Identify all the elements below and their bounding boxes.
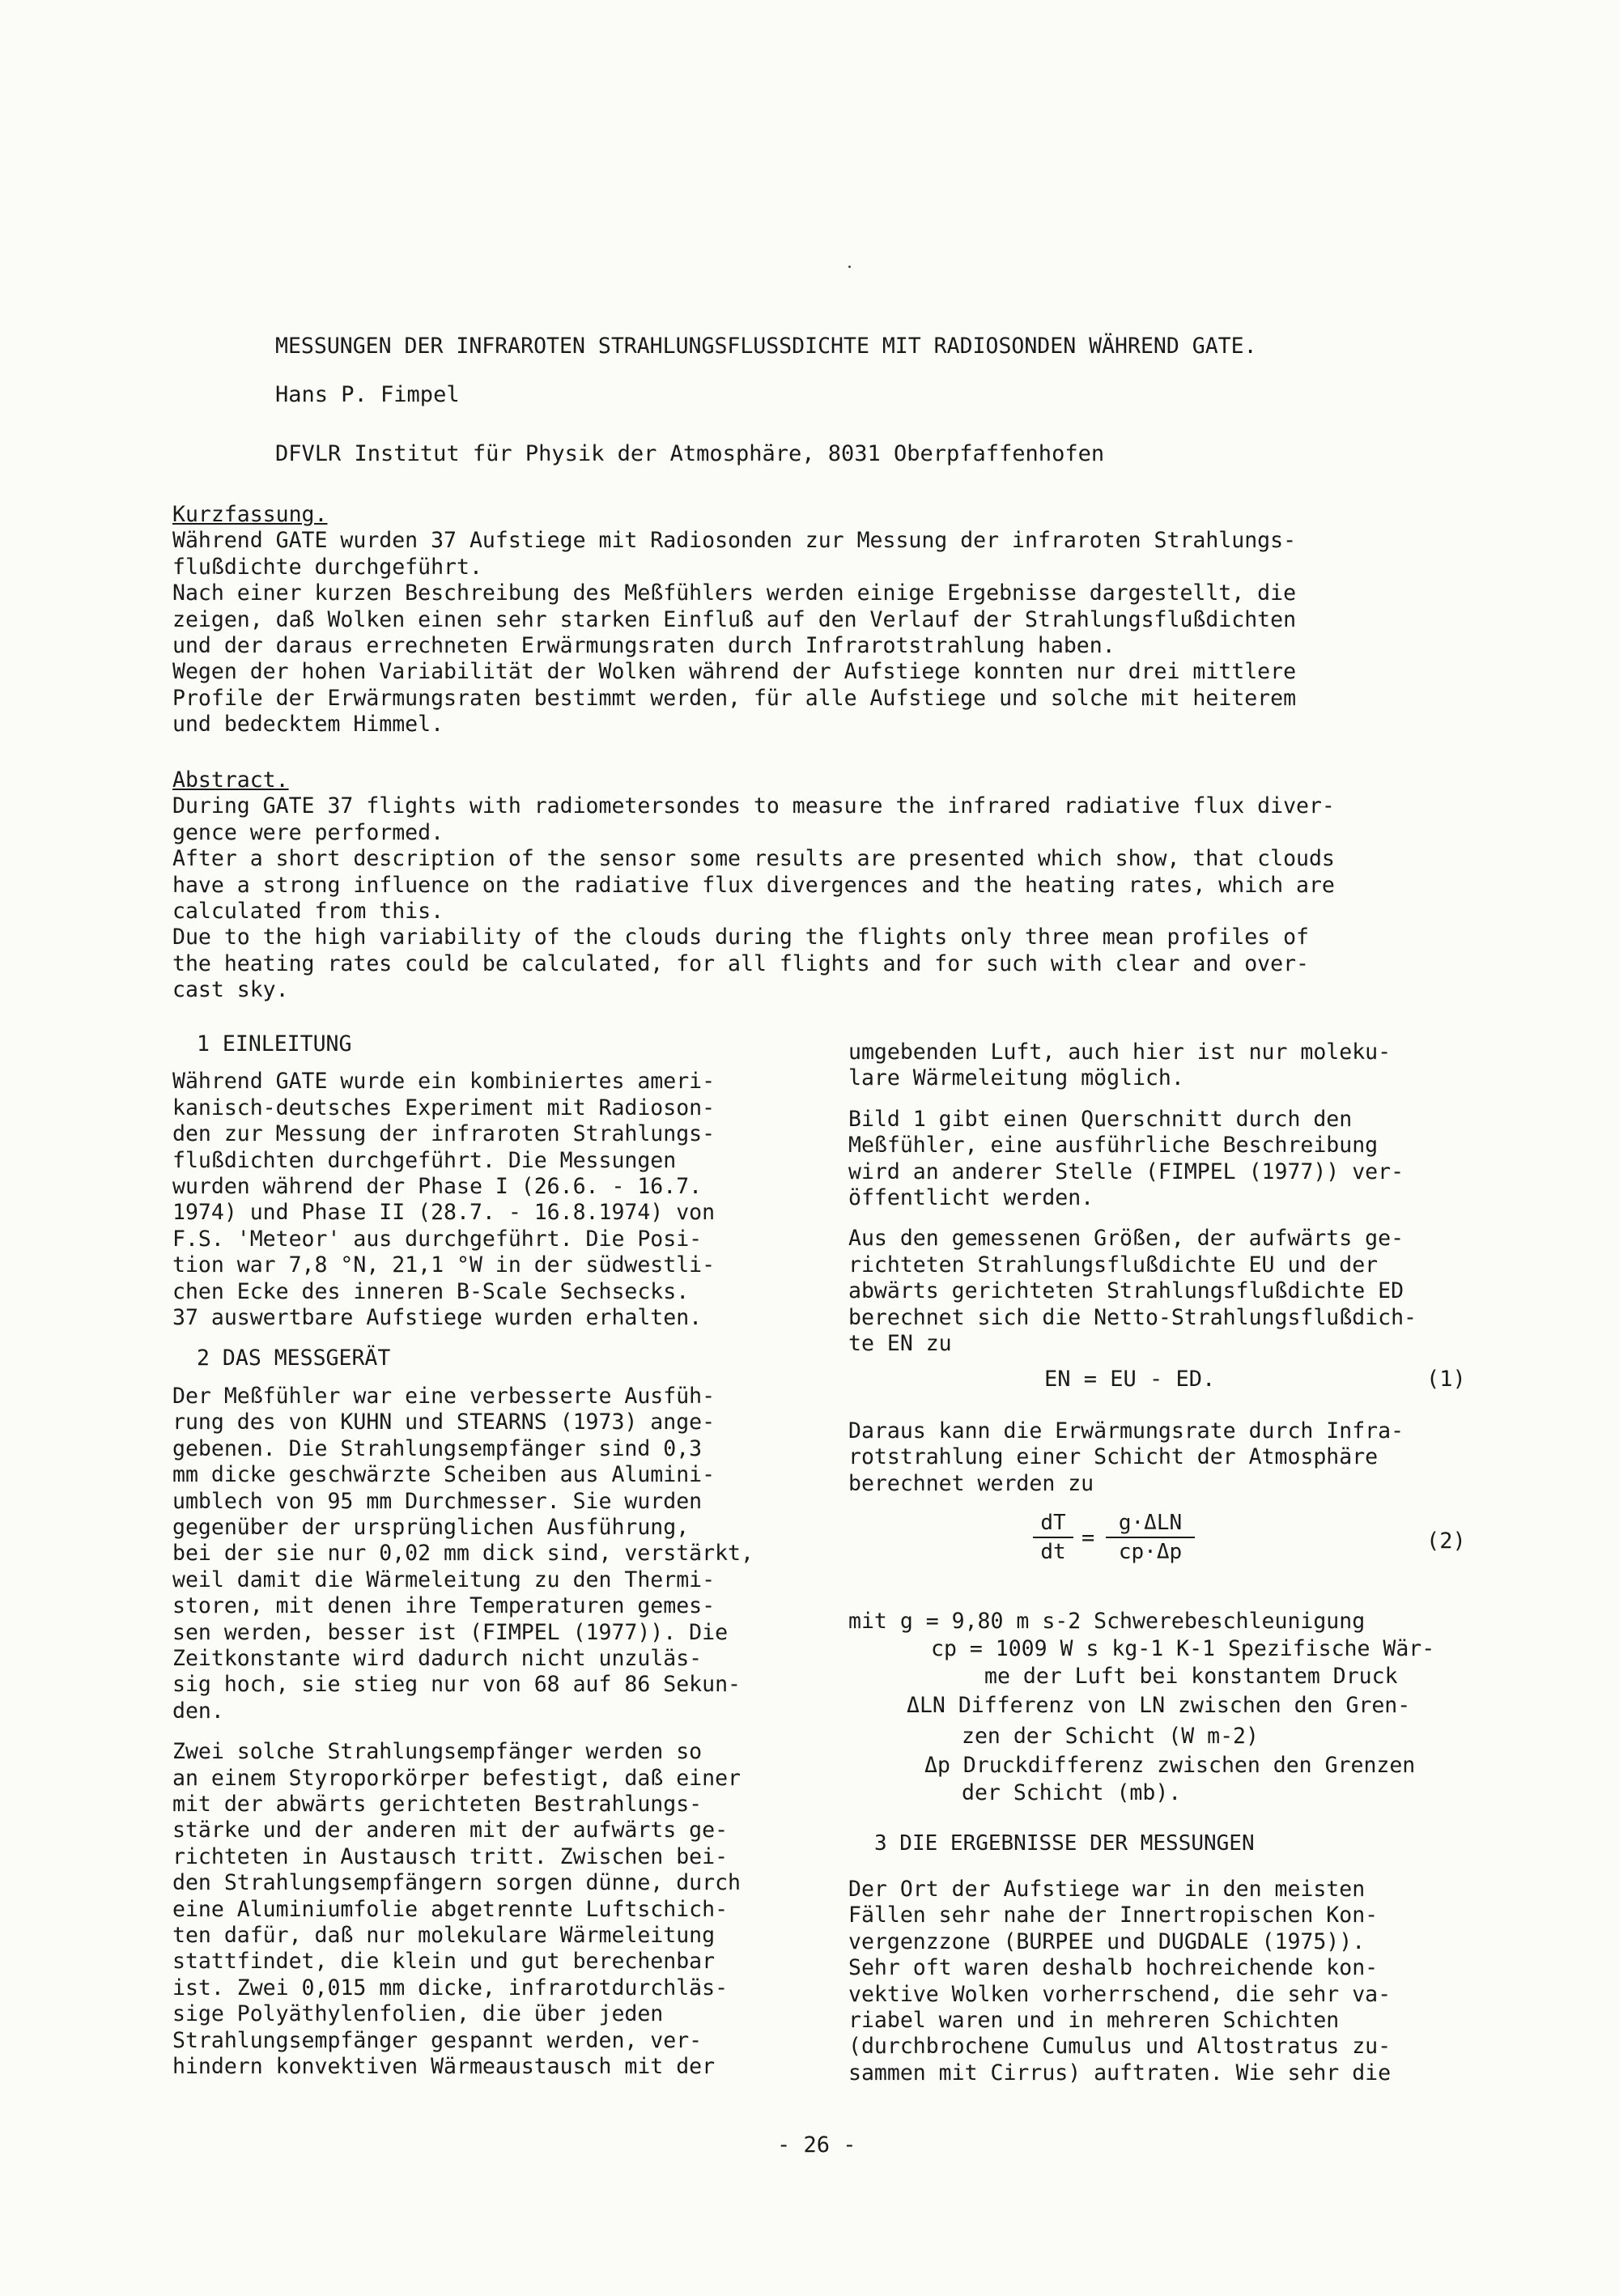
abstract-line: During GATE 37 flights with radiometersondes to measure the infrared radiative flux diver- (172, 793, 1335, 819)
section-2-heading: 2 DAS MESSGERÄT (197, 1346, 391, 1371)
equation-1: EN = EU - ED. (1044, 1367, 1216, 1392)
kurzfassung-block (172, 502, 1500, 738)
text-line: (durchbrochene Cumulus und Altostratus zu- (848, 2034, 1392, 2060)
text-line: rotstrahlung einer Schicht der Atmosphäre (848, 1444, 1379, 1470)
equation-2-rhs (1106, 1511, 1195, 1564)
text-line: mm dicke geschwärzte Scheiben aus Alumini- (172, 1462, 716, 1488)
abstract-line: Due to the high variability of the clouds during the flights only three mean profiles of (172, 925, 1309, 950)
kurzfassung-line: Profile der Erwärmungsraten bestimmt werden, für alle Aufstiege und solche mit heiterem (172, 685, 1297, 711)
abstract-block (172, 767, 1500, 1004)
scan-speck (848, 266, 851, 268)
right-paragraph-3 (848, 1226, 1488, 1357)
text-line: berechnet werden zu (848, 1470, 1094, 1496)
text-line: sig hoch, sie stieg nur von 68 auf 86 Sekun- (172, 1672, 741, 1698)
text-line: öffentlicht werden. (848, 1185, 1094, 1211)
abstract-line: the heating rates could be calculated, for all flights and for such with clear and over- (172, 950, 1309, 976)
kurzfassung-line: und der daraus errechneten Erwärmungsraten durch Infrarotstrahlung haben. (172, 633, 1115, 659)
lhs-denominator: dt (1040, 1540, 1066, 1564)
kurzfassung-line: zeigen, daß Wolken einen sehr starken Einfluß auf den Verlauf der Strahlungsflußdichten (172, 606, 1297, 632)
rhs-denominator: cp·Δp (1118, 1540, 1183, 1564)
text-line: ist. Zwei 0,015 mm dicke, infrarotdurchläs- (172, 1975, 729, 2000)
author: Hans P. Fimpel (275, 382, 460, 407)
text-line: den Strahlungsempfängern sorgen dünne, durch (172, 1870, 741, 1896)
right-paragraph-2 (848, 1107, 1488, 1212)
paper-title: MESSUNGEN DER INFRAROTEN STRAHLUNGSFLUSSDICHTE MIT RADIOSONDEN WÄHREND GATE. (275, 334, 1257, 359)
text-line: eine Aluminiumfolie abgetrennte Luftschich- (172, 1896, 729, 1922)
right-paragraph-4 (848, 1418, 1488, 1497)
text-line: Der Ort der Aufstiege war in den meisten (848, 1877, 1366, 1902)
right-paragraph-5 (848, 1877, 1488, 2086)
text-line: sige Polyäthylenfolien, die über jeden (172, 2001, 664, 2027)
text-line: F.S. 'Meteor' aus durchgeführt. Die Posi- (172, 1226, 703, 1252)
var-def-dln-cont: zen der Schicht (W m-2) (962, 1724, 1259, 1749)
kurzfassung-heading: Kurzfassung. (172, 502, 328, 527)
text-line: vergenzzone (BURPEE und DUGDALE (1975)). (848, 1928, 1366, 1954)
lhs-numerator: dT (1033, 1511, 1073, 1538)
kurzfassung-line: und bedecktem Himmel. (172, 712, 444, 738)
text-line: Aus den gemessenen Größen, der aufwärts ge- (848, 1226, 1404, 1252)
text-line: an einem Styroporkörper befestigt, daß einer (172, 1765, 741, 1791)
abstract-line: have a strong influence on the radiative flux divergences and the heating rates, which are (172, 872, 1335, 898)
text-line: sammen mit Cirrus) auftraten. Wie sehr die (848, 2060, 1392, 2086)
text-line: stattfindet, die klein und gut berechenbar (172, 1949, 716, 1975)
text-line: 1974) und Phase II (28.7. - 16.8.1974) von (172, 1200, 716, 1226)
text-line: gegenüber der ursprünglichen Ausführung, (172, 1514, 690, 1540)
kurzfassung-line: flußdichte durchgeführt. (172, 554, 482, 580)
text-line: richteten in Austausch tritt. Zwischen bei- (172, 1843, 729, 1869)
text-line: gebenen. Die Strahlungsempfänger sind 0,3 (172, 1435, 703, 1461)
section-2-paragraph-1 (172, 1384, 820, 1724)
text-line: Zwei solche Strahlungsempfänger werden so (172, 1739, 703, 1765)
text-line: kanisch-deutsches Experiment mit Radioson- (172, 1095, 716, 1120)
text-line: abwärts gerichteten Strahlungsflußdichte ED (848, 1278, 1404, 1304)
text-line: Während GATE wurde ein kombiniertes ameri- (172, 1069, 716, 1095)
text-line: tion war 7,8 °N, 21,1 °W in der südwestli- (172, 1252, 716, 1278)
left-column (172, 1031, 820, 2094)
text-line: bei der sie nur 0,02 mm dick sind, verstärkt, (172, 1541, 754, 1567)
rhs-numerator: g·ΔLN (1106, 1511, 1195, 1538)
text-line: umgebenden Luft, auch hier ist nur moleku- (848, 1040, 1392, 1065)
text-line: lare Wärmeleitung möglich. (848, 1065, 1184, 1091)
abstract-line: gence were performed. (172, 819, 444, 845)
text-line: berechnet sich die Netto-Strahlungsflußdich- (848, 1304, 1417, 1330)
text-line: mit der abwärts gerichteten Bestrahlungs- (172, 1791, 703, 1817)
abstract-line: cast sky. (172, 977, 289, 1003)
section-2-paragraph-2 (172, 1739, 820, 2080)
equation-2-lhs (1033, 1511, 1073, 1564)
text-line: Bild 1 gibt einen Querschnitt durch den (848, 1106, 1353, 1132)
text-line: wird an anderer Stelle (FIMPEL (1977)) ver- (848, 1159, 1404, 1184)
text-line: vektive Wolken vorherrschend, die sehr va- (848, 1981, 1392, 2007)
kurzfassung-line: Während GATE wurden 37 Aufstiege mit Radiosonden zur Messung der infraroten Strahlungs- (172, 528, 1297, 554)
text-line: te EN zu (848, 1331, 952, 1357)
text-line: Der Meßfühler war eine verbesserte Ausfüh- (172, 1383, 716, 1409)
abstract-heading: Abstract. (172, 767, 289, 793)
kurzfassung-line: Nach einer kurzen Beschreibung des Meßfühlers werden einige Ergebnisse dargestellt, die (172, 580, 1297, 606)
var-def-dln: ΔLN Differenz von LN zwischen den Gren- (907, 1693, 1411, 1718)
page-number: - 26 - (777, 2132, 856, 2158)
affiliation: DFVLR Institut für Physik der Atmosphäre, 8031 Oberpfaffenhofen (275, 441, 1105, 466)
abstract-line: calculated from this. (172, 899, 444, 925)
text-line: Sehr oft waren deshalb hochreichende kon- (848, 1955, 1379, 1981)
right-paragraph-1 (848, 1040, 1488, 1092)
text-line: flußdichten durchgeführt. Die Messungen (172, 1147, 677, 1173)
var-def-dp-cont: der Schicht (mb). (962, 1780, 1182, 1805)
equation-2-number: (2) (1426, 1529, 1466, 1554)
text-line: umblech von 95 mm Durchmesser. Sie wurden (172, 1488, 703, 1514)
kurzfassung-line: Wegen der hohen Variabilität der Wolken während der Aufstiege konnten nur drei mittlere (172, 659, 1297, 685)
text-line: chen Ecke des inneren B-Scale Sechsecks. (172, 1278, 690, 1304)
text-line: sen werden, besser ist (FIMPEL (1977)). Die (172, 1619, 729, 1645)
text-line: den zur Messung der infraroten Strahlungs- (172, 1121, 716, 1147)
right-column-top (848, 1040, 1488, 1371)
text-line: 37 auswertbare Aufstiege wurden erhalten. (172, 1305, 703, 1331)
equation-1-number: (1) (1426, 1367, 1466, 1392)
section-1-paragraph (172, 1069, 820, 1331)
text-line: ten dafür, daß nur molekulare Wärmeleitung (172, 1923, 716, 1948)
text-line: Zeitkonstante wird dadurch nicht unzuläs- (172, 1645, 703, 1671)
text-line: Strahlungsempfänger gespannt werden, ver- (172, 2027, 703, 2053)
text-line: riabel waren und in mehreren Schichten (848, 2008, 1340, 2034)
section-3-heading: 3 DIE ERGEBNISSE DER MESSUNGEN (874, 1831, 1255, 1856)
text-line: wurden während der Phase I (26.6. - 16.7. (172, 1174, 703, 1200)
text-line: storen, mit denen ihre Temperaturen gemes- (172, 1593, 716, 1619)
text-line: rung des von KUHN und STEARNS (1973) ange- (172, 1409, 716, 1435)
text-line: Meßfühler, eine ausführliche Beschreibung (848, 1133, 1379, 1159)
var-def-dp: Δp Druckdifferenz zwischen den Grenzen (924, 1753, 1416, 1778)
equals-sign: = (1081, 1525, 1095, 1550)
text-line: stärke und der anderen mit der aufwärts ge- (172, 1818, 729, 1843)
var-def-g: mit g = 9,80 m s-2 Schwerebeschleunigung (848, 1609, 1366, 1634)
text-line: richteten Strahlungsflußdichte EU und der (848, 1252, 1379, 1278)
var-def-cp-cont: me der Luft bei konstantem Druck (984, 1664, 1398, 1689)
text-line: weil damit die Wärmeleitung zu den Thermi- (172, 1567, 716, 1592)
text-line: den. (172, 1698, 224, 1724)
text-line: Daraus kann die Erwärmungsrate durch Infra- (848, 1418, 1404, 1444)
abstract-line: After a short description of the sensor some results are presented which show, that clouds (172, 846, 1335, 872)
text-line: hindern konvektiven Wärmeaustausch mit der (172, 2054, 716, 2080)
var-def-cp: cp = 1009 W s kg-1 K-1 Spezifische Wär- (931, 1636, 1435, 1661)
section-1-heading: 1 EINLEITUNG (197, 1031, 352, 1057)
text-line: Fällen sehr nahe der Innertropischen Kon- (848, 1903, 1379, 1928)
